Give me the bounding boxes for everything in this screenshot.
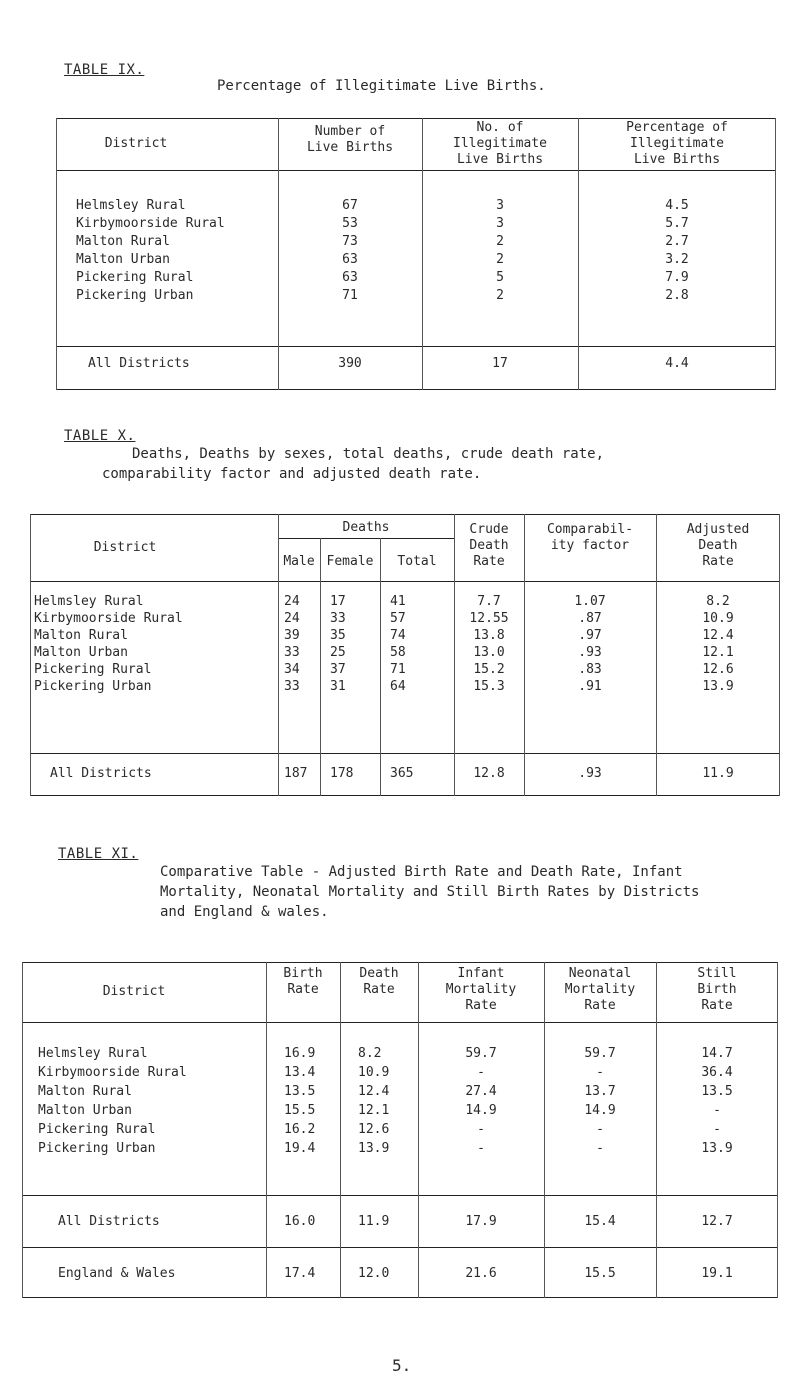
row-illegitimate: 5	[496, 270, 504, 285]
table11	[22, 962, 778, 1298]
row-adjusted: 12.4	[702, 628, 734, 643]
row-still: 13.9	[701, 1141, 733, 1156]
row-adjusted: 8.2	[706, 594, 730, 609]
total-neonatal: 15.4	[584, 1214, 616, 1229]
row-birth-rate: 16.2	[284, 1122, 316, 1137]
row-adjusted: 10.9	[702, 611, 734, 626]
row-still: 14.7	[701, 1046, 733, 1061]
row-comparability: .93	[578, 645, 602, 660]
row-birth-rate: 16.9	[284, 1046, 316, 1061]
table11-label: TABLE XI.	[58, 846, 139, 862]
row-live-births: 71	[342, 288, 358, 303]
row-neonatal: 14.9	[584, 1103, 616, 1118]
row-live-births: 73	[342, 234, 358, 249]
header-illegitimate: No. of Illegitimate Live Births	[453, 120, 547, 167]
row-infant: -	[477, 1122, 485, 1137]
row-district: Pickering Rural	[34, 662, 152, 677]
row-illegitimate: 3	[496, 198, 504, 213]
row-female: 31	[330, 679, 346, 694]
row-comparability: .91	[578, 679, 602, 694]
header-comparability: Comparabil- ity factor	[546, 522, 634, 553]
row-death-rate: 13.9	[358, 1141, 390, 1156]
row-total: 74	[390, 628, 406, 643]
row-female: 25	[330, 645, 346, 660]
row-death-rate: 12.1	[358, 1103, 390, 1118]
row-still: -	[713, 1122, 721, 1137]
row-comparability: .97	[578, 628, 602, 643]
row-neonatal: -	[596, 1141, 604, 1156]
header-district: District	[102, 984, 166, 999]
row-percentage: 2.8	[665, 288, 689, 303]
table11-caption-line1: Comparative Table - Adjusted Birth Rate and Death Rate, Infant	[160, 864, 683, 880]
row-district: Pickering Urban	[34, 679, 152, 694]
row-total: 57	[390, 611, 406, 626]
total-comparability: .93	[578, 766, 602, 781]
table10-caption-line2: comparability factor and adjusted death rate.	[102, 466, 482, 482]
row-male: 34	[284, 662, 300, 677]
row-neonatal: -	[596, 1122, 604, 1137]
england-birth: 17.4	[284, 1266, 316, 1281]
row-percentage: 2.7	[665, 234, 689, 249]
table11-caption-line3: and England & wales.	[160, 904, 329, 920]
row-infant: -	[477, 1065, 485, 1080]
row-district: Malton Urban	[38, 1103, 132, 1118]
row-birth-rate: 13.4	[284, 1065, 316, 1080]
row-percentage: 4.5	[665, 198, 689, 213]
row-district: Kirbymoorside Rural	[76, 216, 225, 231]
row-death-rate: 10.9	[358, 1065, 390, 1080]
row-infant: -	[477, 1141, 485, 1156]
total-still: 12.7	[701, 1214, 733, 1229]
header-infant-mortality: Infant Mortality Rate	[445, 966, 517, 1013]
table10-label: TABLE X.	[64, 428, 136, 444]
row-comparability: 1.07	[574, 594, 606, 609]
total-births: 390	[338, 356, 362, 371]
row-district: Pickering Urban	[38, 1141, 156, 1156]
table11-caption-line2: Mortality, Neonatal Mortality and Still Birth Rates by Districts	[160, 884, 700, 900]
row-crude: 13.0	[473, 645, 505, 660]
header-still-birth: Still Birth Rate	[697, 966, 737, 1013]
row-percentage: 5.7	[665, 216, 689, 231]
row-district: Pickering Urban	[76, 288, 194, 303]
row-neonatal: 13.7	[584, 1084, 616, 1099]
header-district: District	[93, 540, 157, 555]
england-neonatal: 15.5	[584, 1266, 616, 1281]
header-female: Female	[326, 554, 374, 569]
total-district: All Districts	[50, 766, 152, 781]
row-crude: 15.2	[473, 662, 505, 677]
row-crude: 7.7	[477, 594, 501, 609]
england-death: 12.0	[358, 1266, 390, 1281]
header-adjusted-rate: Adjusted Death Rate	[686, 522, 750, 569]
row-male: 33	[284, 679, 300, 694]
row-district: Kirbymoorside Rural	[38, 1065, 187, 1080]
row-birth-rate: 19.4	[284, 1141, 316, 1156]
page-number: 5.	[392, 1356, 412, 1375]
row-adjusted: 12.1	[702, 645, 734, 660]
row-infant: 59.7	[465, 1046, 497, 1061]
row-illegitimate: 2	[496, 252, 504, 267]
row-adjusted: 13.9	[702, 679, 734, 694]
row-total: 41	[390, 594, 406, 609]
row-female: 17	[330, 594, 346, 609]
row-comparability: .87	[578, 611, 602, 626]
row-district: Helmsley Rural	[76, 198, 186, 213]
row-birth-rate: 13.5	[284, 1084, 316, 1099]
row-adjusted: 12.6	[702, 662, 734, 677]
header-district: District	[104, 136, 168, 151]
header-neonatal-mortality: Neonatal Mortality Rate	[564, 966, 636, 1013]
row-district: Malton Urban	[34, 645, 128, 660]
row-percentage: 3.2	[665, 252, 689, 267]
header-percentage: Percentage of Illegitimate Live Births	[626, 120, 728, 167]
row-still: 36.4	[701, 1065, 733, 1080]
header-male: Male	[283, 554, 315, 569]
table10	[30, 514, 780, 796]
row-illegitimate: 2	[496, 234, 504, 249]
total-female: 178	[330, 766, 354, 781]
total-illegitimate: 17	[492, 356, 508, 371]
header-total: Total	[397, 554, 437, 569]
total-male: 187	[284, 766, 308, 781]
row-live-births: 67	[342, 198, 358, 213]
total-adjusted: 11.9	[702, 766, 734, 781]
row-death-rate: 8.2	[358, 1046, 382, 1061]
row-district: Malton Rural	[76, 234, 170, 249]
total-infant: 17.9	[465, 1214, 497, 1229]
row-total: 64	[390, 679, 406, 694]
header-deaths: Deaths	[342, 520, 390, 535]
row-death-rate: 12.4	[358, 1084, 390, 1099]
total-death: 11.9	[358, 1214, 390, 1229]
table9	[56, 118, 776, 390]
row-male: 39	[284, 628, 300, 643]
row-neonatal: 59.7	[584, 1046, 616, 1061]
row-district: Malton Rural	[34, 628, 128, 643]
total-birth: 16.0	[284, 1214, 316, 1229]
row-district: Kirbymoorside Rural	[34, 611, 183, 626]
row-district: Helmsley Rural	[34, 594, 144, 609]
row-death-rate: 12.6	[358, 1122, 390, 1137]
row-district: Pickering Rural	[76, 270, 194, 285]
row-birth-rate: 15.5	[284, 1103, 316, 1118]
total-percentage: 4.4	[665, 356, 689, 371]
header-death-rate: Death Rate	[359, 966, 399, 997]
row-crude: 15.3	[473, 679, 505, 694]
table9-caption: Percentage of Illegitimate Live Births.	[217, 78, 546, 94]
row-female: 35	[330, 628, 346, 643]
table10-caption-line1: Deaths, Deaths by sexes, total deaths, crude death rate,	[132, 446, 605, 462]
header-live-births: Number of Live Births	[306, 124, 394, 155]
row-infant: 27.4	[465, 1084, 497, 1099]
header-birth-rate: Birth Rate	[283, 966, 323, 997]
row-illegitimate: 3	[496, 216, 504, 231]
row-live-births: 63	[342, 252, 358, 267]
england-infant: 21.6	[465, 1266, 497, 1281]
row-live-births: 63	[342, 270, 358, 285]
row-male: 33	[284, 645, 300, 660]
row-illegitimate: 2	[496, 288, 504, 303]
total-district: All Districts	[58, 1214, 160, 1229]
row-still: -	[713, 1103, 721, 1118]
row-still: 13.5	[701, 1084, 733, 1099]
row-comparability: .83	[578, 662, 602, 677]
england-still: 19.1	[701, 1266, 733, 1281]
row-district: Malton Urban	[76, 252, 170, 267]
table9-label: TABLE IX.	[64, 62, 145, 78]
row-female: 37	[330, 662, 346, 677]
row-district: Pickering Rural	[38, 1122, 156, 1137]
row-live-births: 53	[342, 216, 358, 231]
row-infant: 14.9	[465, 1103, 497, 1118]
row-neonatal: -	[596, 1065, 604, 1080]
row-male: 24	[284, 594, 300, 609]
row-crude: 13.8	[473, 628, 505, 643]
row-female: 33	[330, 611, 346, 626]
row-district: Helmsley Rural	[38, 1046, 148, 1061]
row-male: 24	[284, 611, 300, 626]
total-deaths: 365	[390, 766, 414, 781]
row-crude: 12.55	[469, 611, 509, 626]
row-total: 58	[390, 645, 406, 660]
row-district: Malton Rural	[38, 1084, 132, 1099]
england-district: England & Wales	[58, 1266, 176, 1281]
total-district: All Districts	[88, 356, 190, 371]
row-total: 71	[390, 662, 406, 677]
row-percentage: 7.9	[665, 270, 689, 285]
total-crude: 12.8	[473, 766, 505, 781]
header-crude-rate: Crude Death Rate	[469, 522, 509, 569]
